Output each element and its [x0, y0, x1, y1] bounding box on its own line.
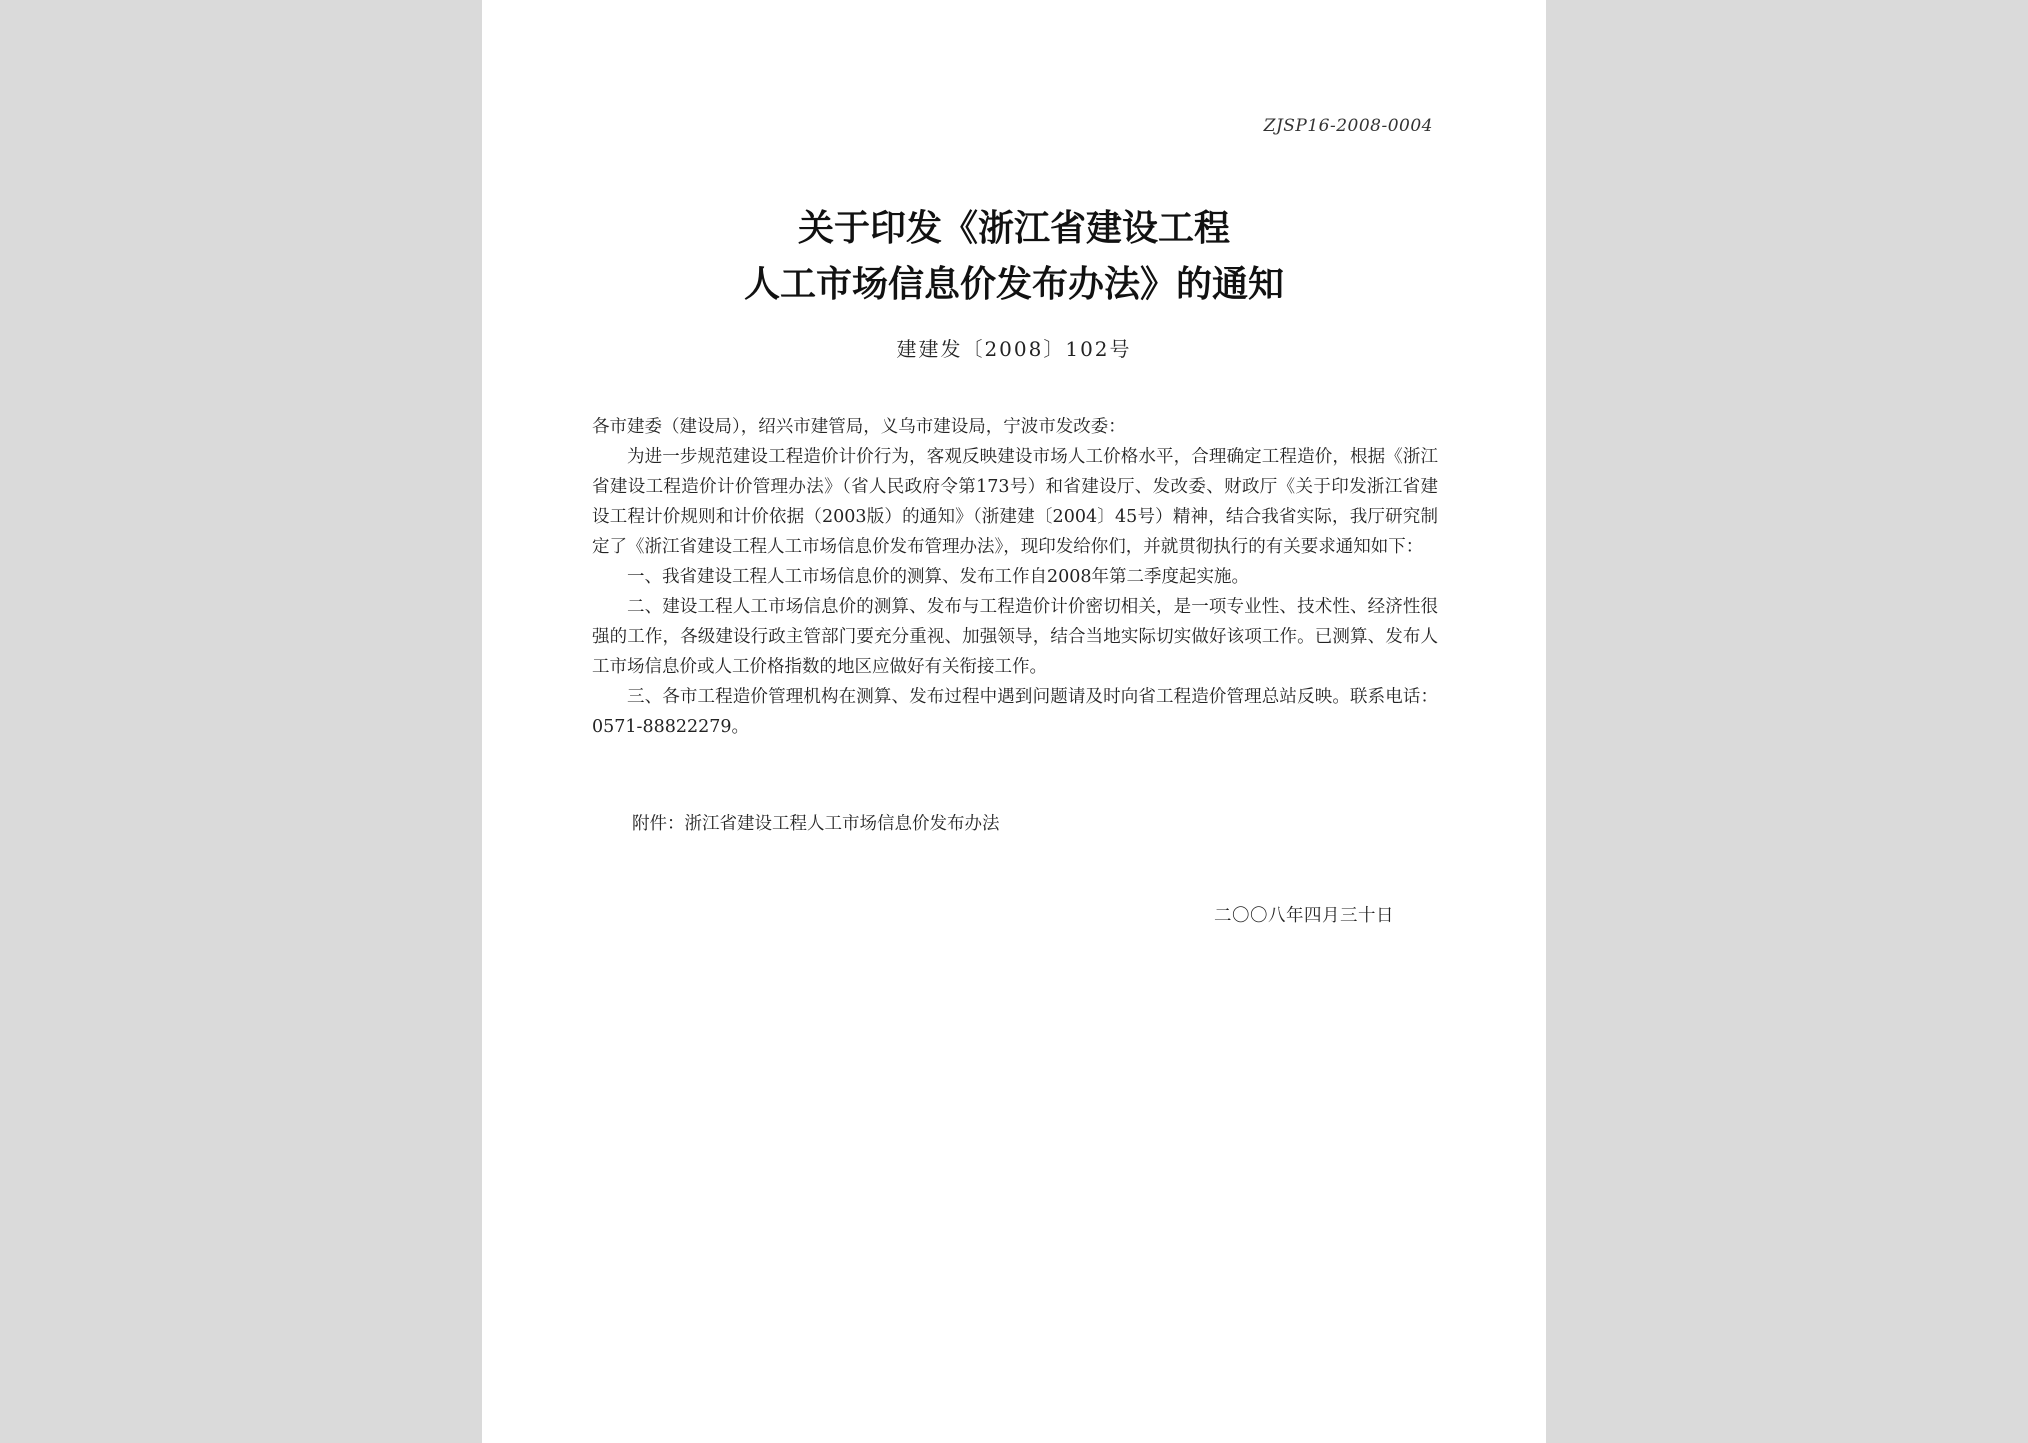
- issue-date: 二〇〇八年四月三十日: [1214, 906, 1394, 926]
- document-code: ZJSP16-2008-0004: [1263, 116, 1433, 136]
- title-line-2: 人工市场信息价发布办法》的通知: [743, 263, 1284, 305]
- body-paragraph-item-3: 三、各市工程造价管理机构在测算、发布过程中遇到问题请及时向省工程造价管理总站反映。联系电话：0571-88822279。: [592, 687, 1438, 737]
- document-page: [482, 0, 1546, 1443]
- body-paragraph-item-1: 一、我省建设工程人工市场信息价的测算、发布工作自2008年第二季度起实施。: [627, 567, 1250, 587]
- document-number: 建建发〔2008〕102号: [896, 337, 1132, 361]
- body-paragraph-intro: 为进一步规范建设工程造价计价行为，客观反映建设市场人工价格水平，合理确定工程造价，根据《浙江省建设工程造价计价管理办法》（省人民政府令第173号）和省建设厅、发改委、财政厅《关于印发浙江省建设工程计价规则和计价依据（2003版）的通知》（浙建建〔2004〕45号）精神，结合我省实际，我厅研究制定了《浙江省建设工程人工市场信息价发布管理办法》，现印发给你们，并就贯彻执行的有关要求通知如下：: [592, 447, 1438, 557]
- recipients-line: 各市建委（建设局），绍兴市建管局，义乌市建设局，宁波市发改委：: [592, 417, 1126, 437]
- document-title: [482, 200, 1546, 312]
- title-line-1: 关于印发《浙江省建设工程: [797, 207, 1230, 249]
- body-paragraph-item-2: 二、建设工程人工市场信息价的测算、发布与工程造价计价密切相关，是一项专业性、技术性、经济性很强的工作，各级建设行政主管部门要充分重视、加强领导，结合当地实际切实做好该项工作。已测算、发布人工市场信息价或人工价格指数的地区应做好有关衔接工作。: [592, 597, 1438, 677]
- attachment-line: 附件：浙江省建设工程人工市场信息价发布办法: [632, 814, 1000, 834]
- document-body: [592, 412, 1438, 742]
